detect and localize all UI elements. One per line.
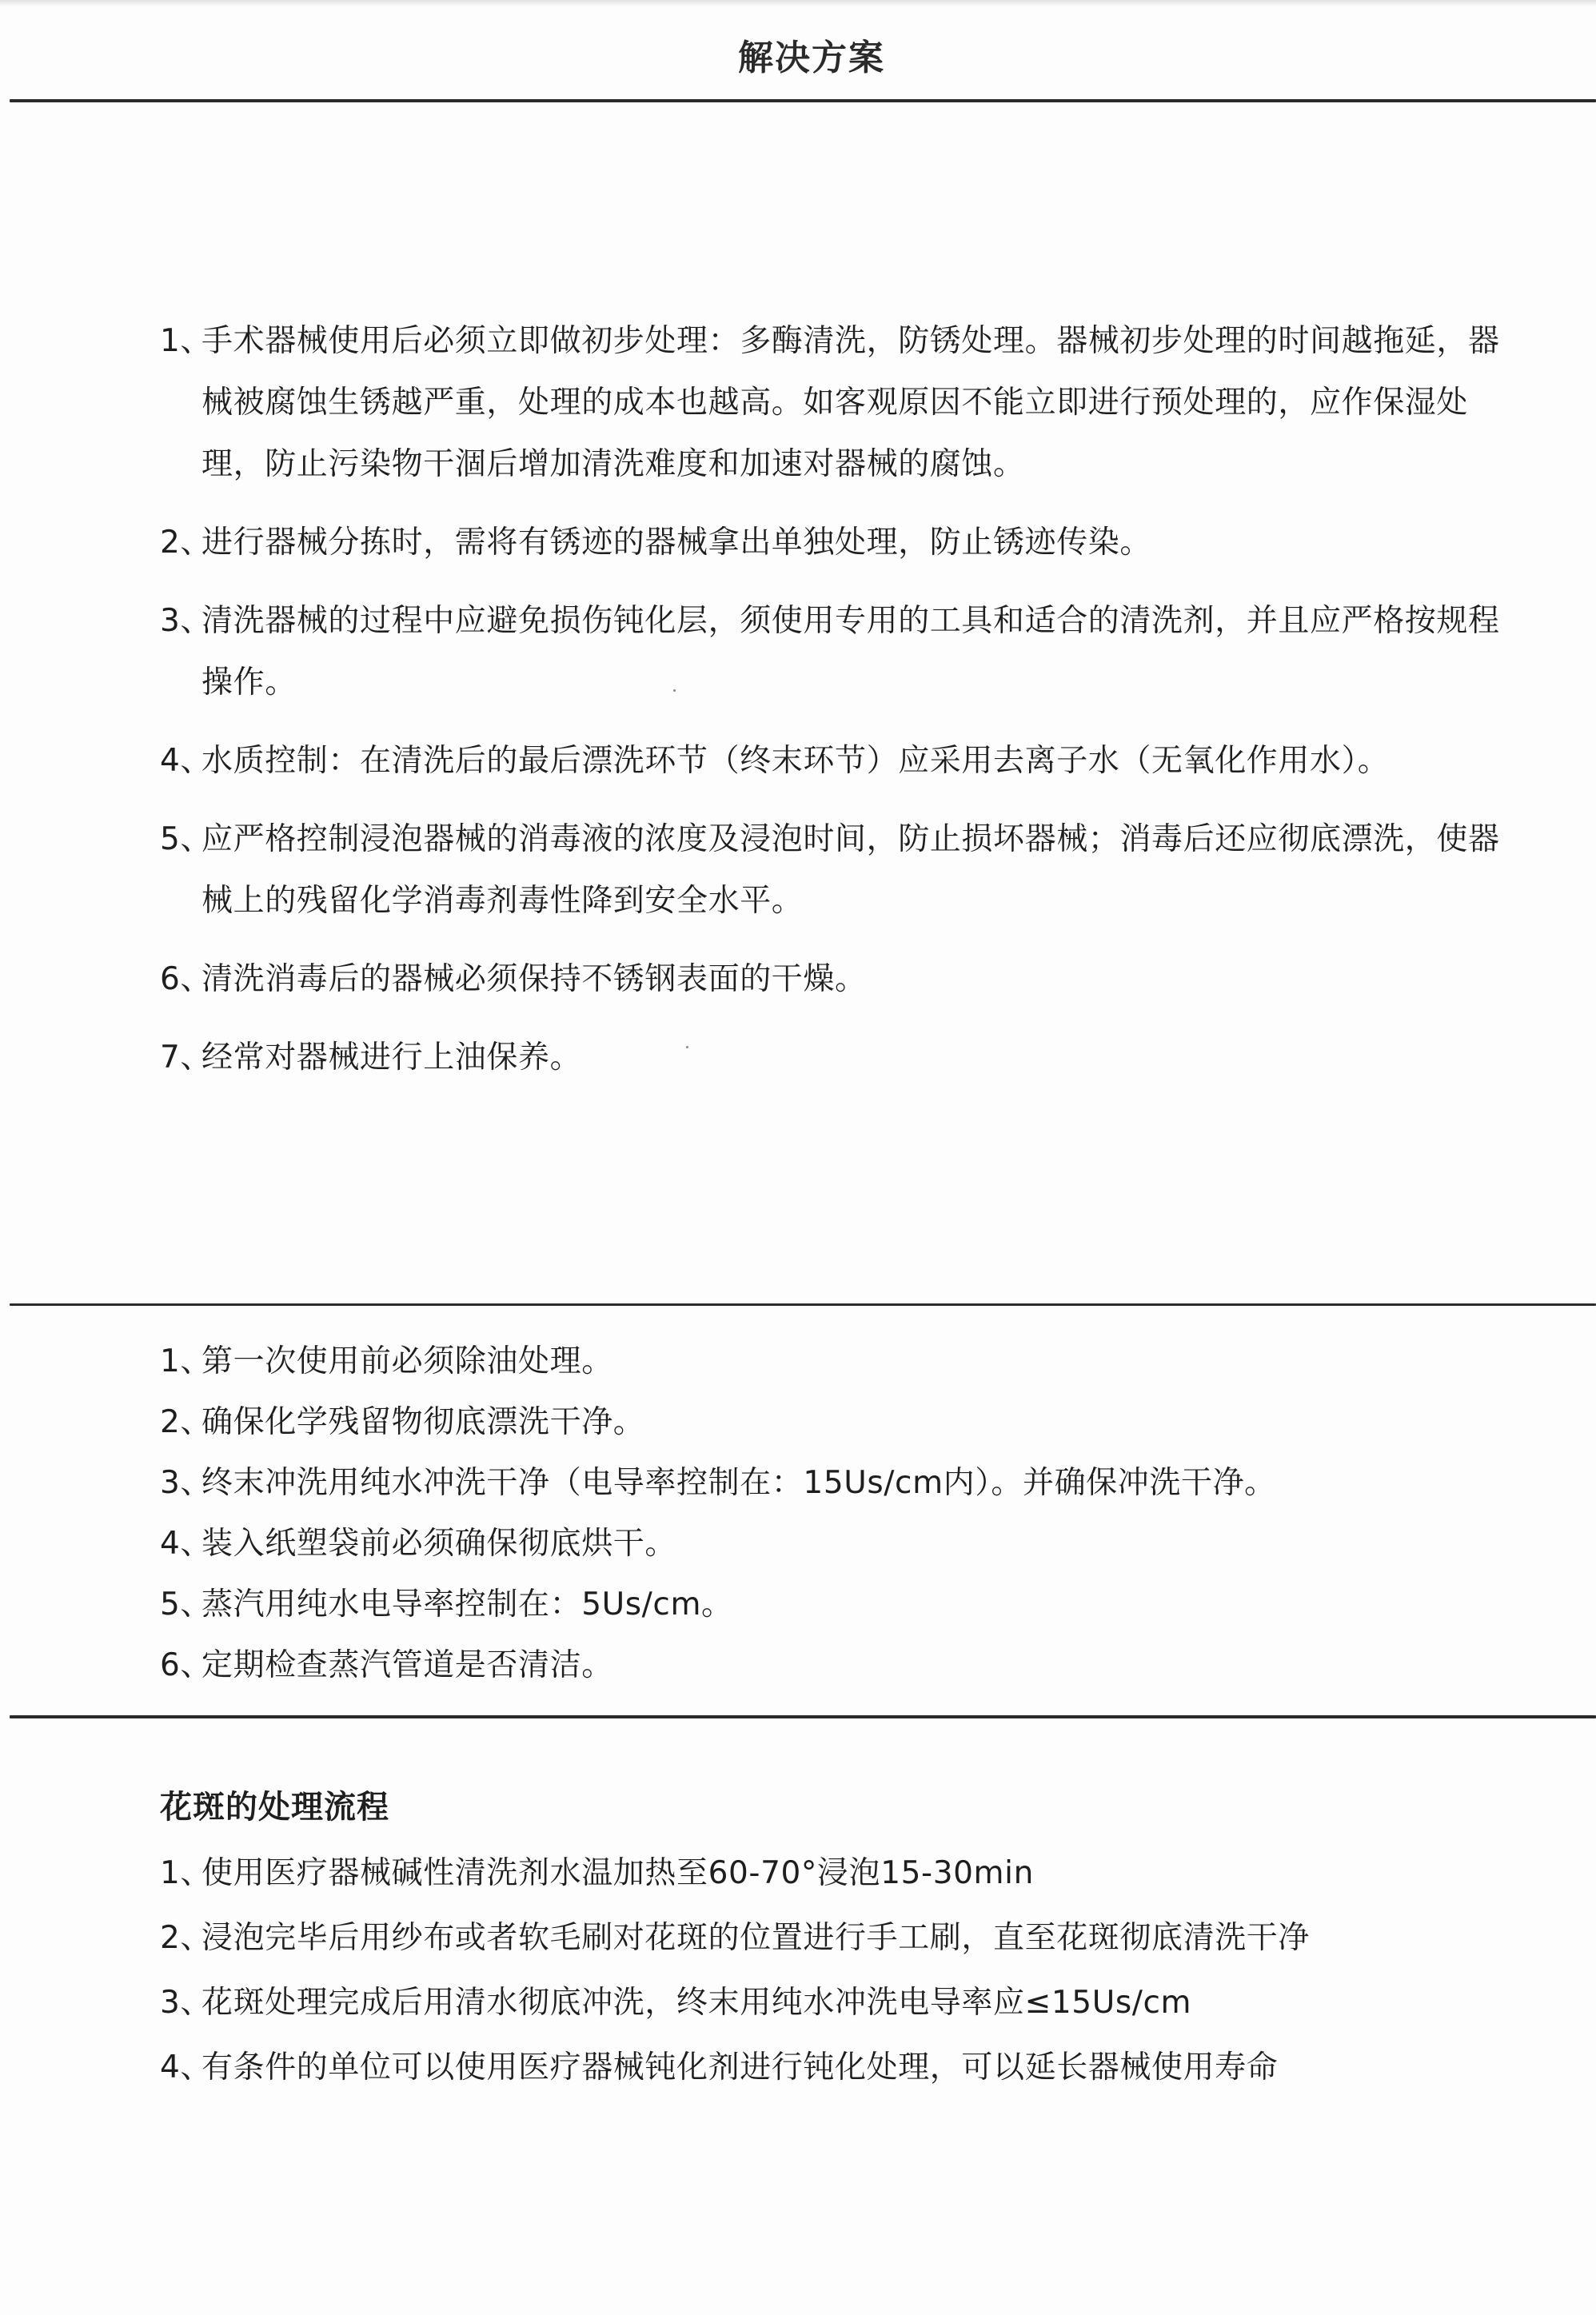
stain-prevention-list	[0, 1332, 1596, 1697]
spot-treatment-section	[0, 1775, 1596, 2101]
list-item	[160, 1636, 1513, 1695]
item-text: 确保化学残留物彻底漂洗干净。	[201, 1404, 645, 1440]
item-text: 定期检查蒸汽管道是否清洁。	[201, 1647, 613, 1683]
item-text: 进行器械分拣时，需将有锈迹的器械拿出单独处理，防止锈迹传染。	[201, 525, 1152, 561]
list-item	[160, 1575, 1513, 1634]
list-item	[160, 1393, 1513, 1452]
list-item	[160, 1027, 1513, 1088]
item-text: 有条件的单位可以使用医疗器械钝化剂进行钝化处理，可以延长器械使用寿命	[201, 2050, 1279, 2085]
item-text: 第一次使用前必须除油处理。	[201, 1343, 613, 1379]
list-item	[160, 808, 1513, 932]
list-item	[160, 1332, 1513, 1391]
item-text: 清洗消毒后的器械必须保持不锈钢表面的干燥。	[201, 961, 867, 997]
item-number: 1、	[160, 1855, 213, 1891]
item-number: 7、	[160, 1040, 213, 1076]
item-text: 终末冲洗用纯水冲洗干净（电导率控制在：15Us/cm内）。并确保冲洗干净。	[201, 1465, 1276, 1501]
item-number: 5、	[160, 1587, 213, 1622]
list-item	[160, 310, 1513, 495]
list-item	[160, 1842, 1513, 1905]
list-item	[160, 948, 1513, 1010]
item-number: 6、	[160, 1647, 213, 1683]
item-text: 应严格控制浸泡器械的消毒液的浓度及浸泡时间，防止损坏器械；消毒后还应彻底漂洗，使器械上的残留化学消毒剂毒性降到安全水平。	[201, 821, 1500, 919]
item-text: 清洗器械的过程中应避免损伤钝化层，须使用专用的工具和适合的清洗剂，并且应严格按规程操作。	[201, 603, 1500, 700]
list-item	[160, 2037, 1513, 2099]
list-item	[160, 1515, 1513, 1574]
item-text: 花斑处理完成后用清水彻底冲洗，终末用纯水冲洗电导率应≤15Us/cm	[201, 1985, 1192, 2021]
scan-speck	[673, 689, 676, 692]
item-text: 蒸汽用纯水电导率控制在：5Us/cm。	[201, 1587, 733, 1622]
rust-prevention-list	[0, 310, 1596, 1105]
section-divider	[10, 1303, 1596, 1306]
list-item	[160, 730, 1513, 792]
item-text: 使用医疗器械碱性清洗剂水温加热至60-70°浸泡15-30min	[201, 1855, 1034, 1891]
list-item	[160, 1454, 1513, 1513]
list-item	[160, 1972, 1513, 2034]
item-text: 经常对器械进行上油保养。	[201, 1040, 582, 1076]
item-text: 手术器械使用后必须立即做初步处理：多酶清洗，防锈处理。器械初步处理的时间越拖延，器械被腐蚀生锈越严重，处理的成本也越高。如客观原因不能立即进行预处理的，应作保湿处理，防止污染物干涸后增加清洗难度和加速对器械的腐蚀。	[201, 323, 1500, 482]
section-heading: 花斑的处理流程	[160, 1789, 389, 1826]
page-title: 解决方案	[738, 38, 885, 78]
list-item	[160, 512, 1513, 573]
item-number: 4、	[160, 2050, 213, 2085]
item-number: 2、	[160, 525, 213, 561]
header-divider	[10, 99, 1596, 102]
item-number: 3、	[160, 1985, 213, 2021]
item-text: 浸泡完毕后用纱布或者软毛刷对花斑的位置进行手工刷，直至花斑彻底清洗干净	[201, 1920, 1311, 1956]
section-divider	[10, 1715, 1596, 1718]
list-item	[160, 1907, 1513, 1970]
item-number: 3、	[160, 603, 213, 639]
item-number: 4、	[160, 1526, 213, 1562]
item-number: 2、	[160, 1920, 213, 1956]
item-number: 1、	[160, 1343, 213, 1379]
item-number: 5、	[160, 821, 213, 857]
item-text: 水质控制：在清洗后的最后漂洗环节（终末环节）应采用去离子水（无氧化作用水）。	[201, 743, 1390, 779]
item-number: 1、	[160, 323, 213, 359]
scan-top-edge	[0, 0, 1596, 6]
list-item	[160, 590, 1513, 713]
item-number: 2、	[160, 1404, 213, 1440]
item-text: 装入纸塑袋前必须确保彻底烘干。	[201, 1526, 677, 1562]
item-number: 3、	[160, 1465, 213, 1501]
item-number: 4、	[160, 743, 213, 779]
scan-speck	[686, 1046, 688, 1048]
item-number: 6、	[160, 961, 213, 997]
